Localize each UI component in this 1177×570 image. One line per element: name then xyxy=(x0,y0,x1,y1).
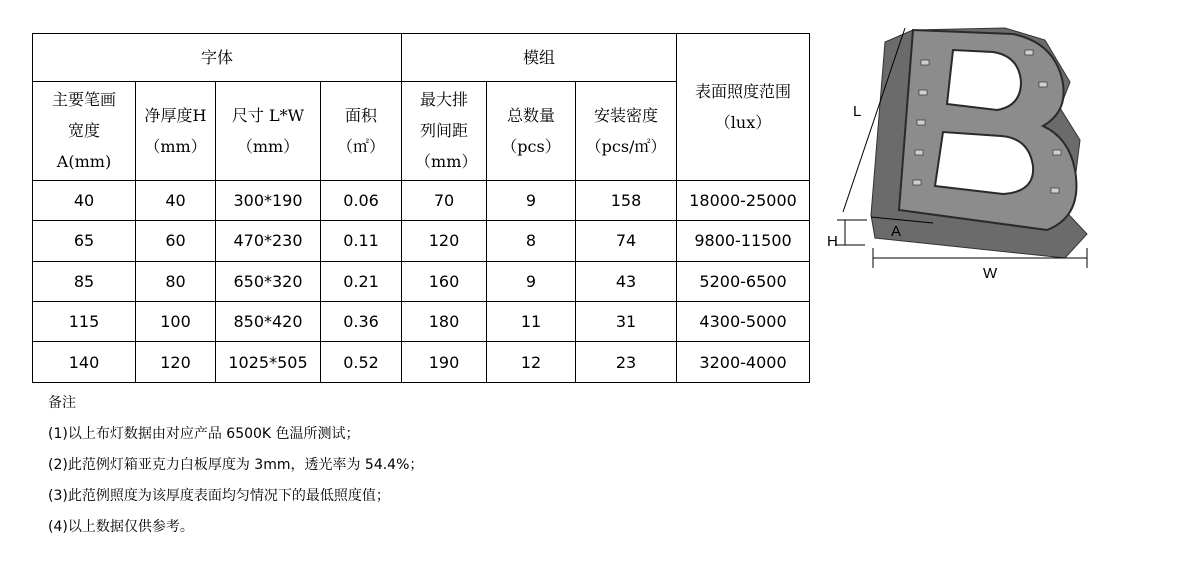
notes-section xyxy=(48,388,423,543)
note-item: (1)以上布灯数据由对应产品 6500K 色温所测试； xyxy=(48,426,360,442)
header-thickness xyxy=(136,81,216,180)
table-cell: 160 xyxy=(402,261,487,301)
spec-table xyxy=(32,33,810,383)
table-cell: 5200-6500 xyxy=(677,261,810,301)
header-size xyxy=(216,81,321,180)
table-cell: 70 xyxy=(402,180,487,220)
notes-title: 备注 xyxy=(48,395,76,411)
table-row xyxy=(33,261,810,301)
header-quantity-text: 总数量（pcs） xyxy=(501,105,561,156)
table-cell: 18000-25000 xyxy=(677,180,810,220)
table-cell: 0.52 xyxy=(321,342,402,383)
header-area-text: 面积（㎡） xyxy=(336,105,385,156)
table-cell: 300*190 xyxy=(216,180,321,220)
table-cell: 8 xyxy=(487,221,576,261)
table-cell: 40 xyxy=(136,180,216,220)
letter-b-counter-top xyxy=(947,50,1021,110)
table-cell: 80 xyxy=(136,261,216,301)
table-cell: 9 xyxy=(487,180,576,220)
table-cell: 100 xyxy=(136,302,216,342)
table-cell: 180 xyxy=(402,302,487,342)
header-spacing-text: 最大排列间距（mm） xyxy=(415,90,478,172)
group-header-module: 模组 xyxy=(402,34,677,82)
table-cell: 85 xyxy=(33,261,136,301)
table-cell: 140 xyxy=(33,342,136,383)
table-cell: 23 xyxy=(576,342,677,383)
note-item: (3)此范例照度为该厚度表面均匀情况下的最低照度值； xyxy=(48,488,390,504)
table-cell: 12 xyxy=(487,342,576,383)
label-h: H xyxy=(827,233,838,250)
header-area xyxy=(321,81,402,180)
header-quantity xyxy=(487,81,576,180)
table-cell: 190 xyxy=(402,342,487,383)
table-cell: 0.06 xyxy=(321,180,402,220)
table-cell: 115 xyxy=(33,302,136,342)
label-l: L xyxy=(853,103,862,120)
table-cell: 120 xyxy=(136,342,216,383)
table-cell: 120 xyxy=(402,221,487,261)
table-cell: 0.36 xyxy=(321,302,402,342)
table-cell: 850*420 xyxy=(216,302,321,342)
table-row xyxy=(33,221,810,261)
letter-b-counter-bottom xyxy=(935,132,1033,194)
table-cell: 158 xyxy=(576,180,677,220)
header-stroke-width-text: 主要笔画宽度A(mm) xyxy=(51,90,116,172)
table-row xyxy=(33,342,810,383)
header-illuminance xyxy=(677,34,810,181)
table-cell: 40 xyxy=(33,180,136,220)
header-size-text: 尺寸 L*W（mm） xyxy=(231,105,305,156)
table-cell: 9800-11500 xyxy=(677,221,810,261)
table-cell: 650*320 xyxy=(216,261,321,301)
table-cell: 65 xyxy=(33,221,136,261)
note-item: (4)以上数据仅供参考。 xyxy=(48,519,194,535)
note-item: (2)此范例灯箱亚克力白板厚度为 3mm，透光率为 54.4%； xyxy=(48,457,424,473)
table-cell: 470*230 xyxy=(216,221,321,261)
header-density-text: 安装密度（pcs/㎡） xyxy=(585,105,667,156)
group-header-font: 字体 xyxy=(33,34,402,82)
table-cell: 9 xyxy=(487,261,576,301)
header-spacing xyxy=(402,81,487,180)
table-cell: 0.21 xyxy=(321,261,402,301)
header-illuminance-text: 表面照度范围（lux） xyxy=(695,81,792,132)
table-cell: 11 xyxy=(487,302,576,342)
table-row xyxy=(33,180,810,220)
label-w: W xyxy=(983,265,998,282)
header-density xyxy=(576,81,677,180)
label-a: A xyxy=(891,223,902,240)
letter-b-diagram xyxy=(825,20,1095,290)
header-stroke-width xyxy=(33,81,136,180)
table-cell: 43 xyxy=(576,261,677,301)
table-row xyxy=(33,302,810,342)
table-cell: 31 xyxy=(576,302,677,342)
table-cell: 74 xyxy=(576,221,677,261)
table-cell: 3200-4000 xyxy=(677,342,810,383)
header-thickness-text: 净厚度H（mm） xyxy=(144,105,207,156)
table-cell: 0.11 xyxy=(321,221,402,261)
table-cell: 1025*505 xyxy=(216,342,321,383)
table-cell: 60 xyxy=(136,221,216,261)
table-cell: 4300-5000 xyxy=(677,302,810,342)
